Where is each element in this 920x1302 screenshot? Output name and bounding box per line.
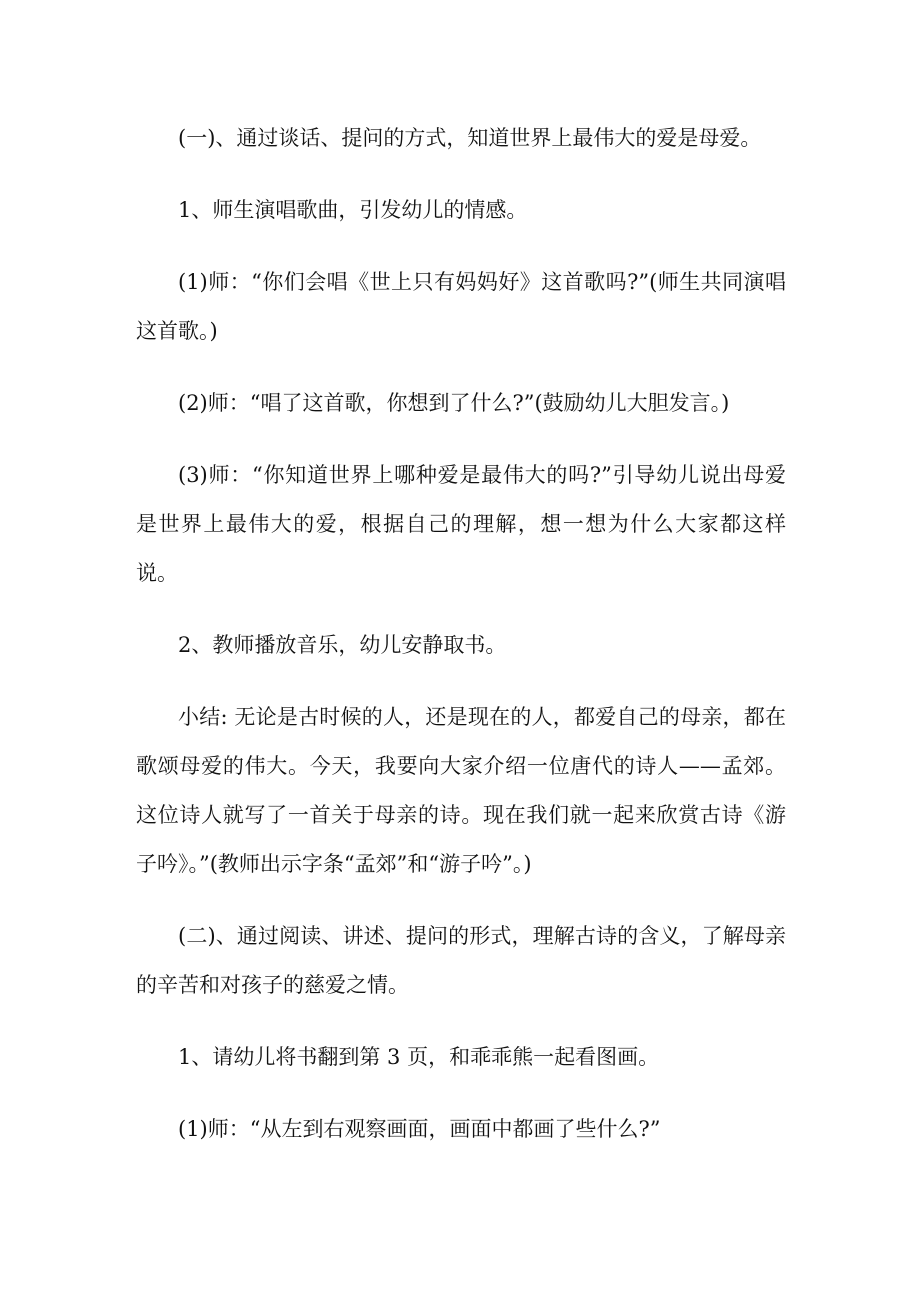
step-paragraph: 1、师生演唱歌曲，引发幼儿的情感。: [178, 198, 528, 222]
question-paragraph: (1)师：“从左到右观察画面，画面中都画了些什么?”: [178, 1117, 661, 1141]
question-paragraph: (1)师：“你们会唱《世上只有妈妈好》这首歌吗?”(师生共同演唱这首歌。): [136, 270, 786, 343]
question-paragraph: (2)师：“唱了这首歌，你想到了什么?”(鼓励幼儿大胆发言。): [178, 391, 730, 415]
document-body: [136, 114, 786, 1177]
step-paragraph: 2、教师播放音乐，幼儿安静取书。: [178, 633, 507, 657]
section-heading-1: (一)、通过谈话、提问的方式，知道世界上最伟大的爱是母爱。: [178, 126, 762, 150]
step-paragraph: 1、请幼儿将书翻到第 3 页，和乖乖熊一起看图画。: [178, 1045, 660, 1069]
question-paragraph: (3)师：“你知道世界上哪种爱是最伟大的吗?”引导幼儿说出母爱是世界上最伟大的爱，根据自己的理解，想一想为什么大家都这样说。: [136, 463, 786, 585]
summary-paragraph: 小结: 无论是古时候的人，还是现在的人，都爱自己的母亲，都在歌颂母爱的伟大。今天，我要向大家介绍一位唐代的诗人——孟郊。这位诗人就写了一首关于母亲的诗。现在我们就一起来欣赏古诗《游子吟》。”(教师出示字条“孟郊”和“游子吟”。): [136, 705, 786, 876]
section-heading-2: (二)、通过阅读、讲述、提问的形式，理解古诗的含义，了解母亲的辛苦和对孩子的慈爱之情。: [136, 924, 786, 997]
